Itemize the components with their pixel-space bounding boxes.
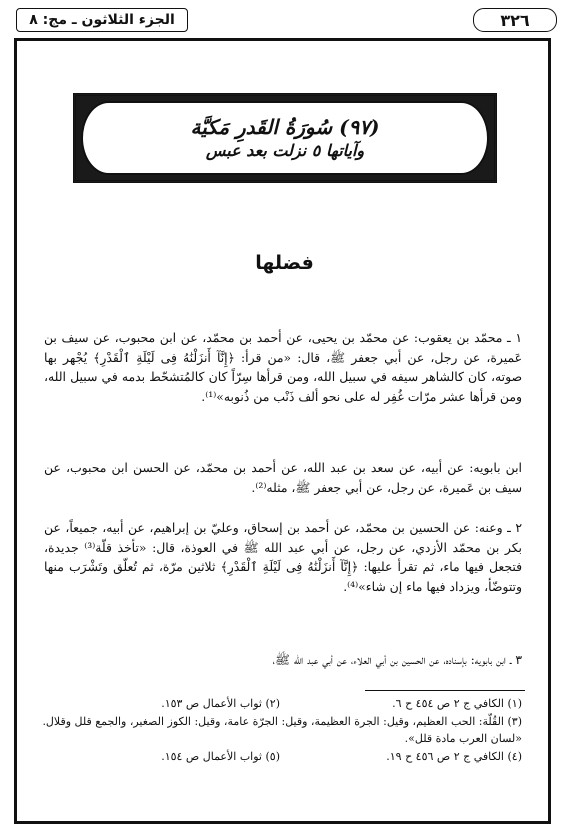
paragraph-4: ٣ ـ ابن بابويه: بإسناده، عن الحسين بن أبي العلاء، عن أبي عبد الله ﷺ، bbox=[272, 652, 522, 667]
footnote-3: (٣) القُلّة: الحب العظيم، وقيل: الجرة العظيمة، وقيل: الجرّة عامة، وقيل: الكوز الصغير، والجمع قلل وقلال. «لسان العرب مادة قلل». bbox=[42, 714, 522, 745]
paragraph-2: ابن بابويه: عن أبيه، عن سعد بن عبد الله، عن أحمد بن محمّد، عن الحسن ابن محبوب، عن سيف بن عَميرة، عن رجل، عن أبي جعفر ﷺ، مثله⁽²⁾. bbox=[44, 460, 522, 495]
page-number: ٣٢٦ bbox=[473, 8, 557, 32]
footnote-row bbox=[38, 748, 522, 766]
footnotes bbox=[38, 695, 522, 765]
footnote-row bbox=[38, 695, 522, 713]
surah-subtitle: وآياتها ٥ نزلت بعد عبس bbox=[205, 141, 365, 160]
footnote-4: (٤) الكافي ج ٢ ص ٤٥٦ ح ١٩. bbox=[386, 749, 522, 763]
surah-banner-cartouche bbox=[81, 101, 489, 175]
paragraph-3: ٢ ـ وعنه: عن الحسين بن محمّد، عن أحمد بن إسحاق، وعليّ بن إبراهيم، عن أبيه، جميعاً، عن بكر بن محمّد الأزدي، عن رجل، عن أبي عبد الله ﷺ في العوذة، قال: «تأخذ قلّة⁽³⁾ جديدة، فتجعل فيها ماء، ثم تقرأ عليها: ﴿إِنَّآ أَنزَلْنَٰهُ فِى لَيْلَةِ ٱلْقَدْرِ﴾ ثلاثين مرّة، ثم تُعلّق وتَشْرَب منها وتتوضّأ، ويزداد فيها ماء إن شاء»⁽⁴⁾. bbox=[44, 520, 522, 594]
footnote-1: (١) الكافي ج ٢ ص ٤٥٤ ح ٦. bbox=[392, 697, 522, 710]
surah-banner bbox=[73, 93, 497, 183]
surah-title: (٩٧) سُورَةُ القَدرِ مَكيَّة bbox=[190, 115, 380, 139]
section-title: فضلها bbox=[255, 252, 314, 274]
footnote-2: (٢) ثواب الأعمال ص ١٥٣. bbox=[161, 697, 280, 710]
footnote-row bbox=[38, 713, 522, 748]
footnote-5: (٥) ثواب الأعمال ص ١٥٤. bbox=[161, 749, 280, 763]
paragraph-1: ١ ـ محمّد بن يعقوب: عن محمّد بن يحيى، عن أحمد بن محمّد، عن ابن محبوب، عن سيف بن عَميرة، عن رجل، عن أبي جعفر ﷺ، قال: «من قرأ: ﴿إِنَّآ أَنزَلْنَٰهُ فِى لَيْلَةِ ٱلْقَدْرِ﴾ يُجْهر بها صوته، كان كالشاهر سيفه في سبيل الله، ومن قرأها سِرّاً كان كالمُتشحّط بدمه في سبيل الله، ومن قرأها عشر مرّات غُفِر له على نحو ألف ذَنْب من ذُنوبه»⁽¹⁾. bbox=[44, 330, 522, 404]
footnote-divider bbox=[365, 690, 525, 691]
running-title: الجزء الثلاثون ـ مج: ٨ bbox=[16, 8, 188, 32]
